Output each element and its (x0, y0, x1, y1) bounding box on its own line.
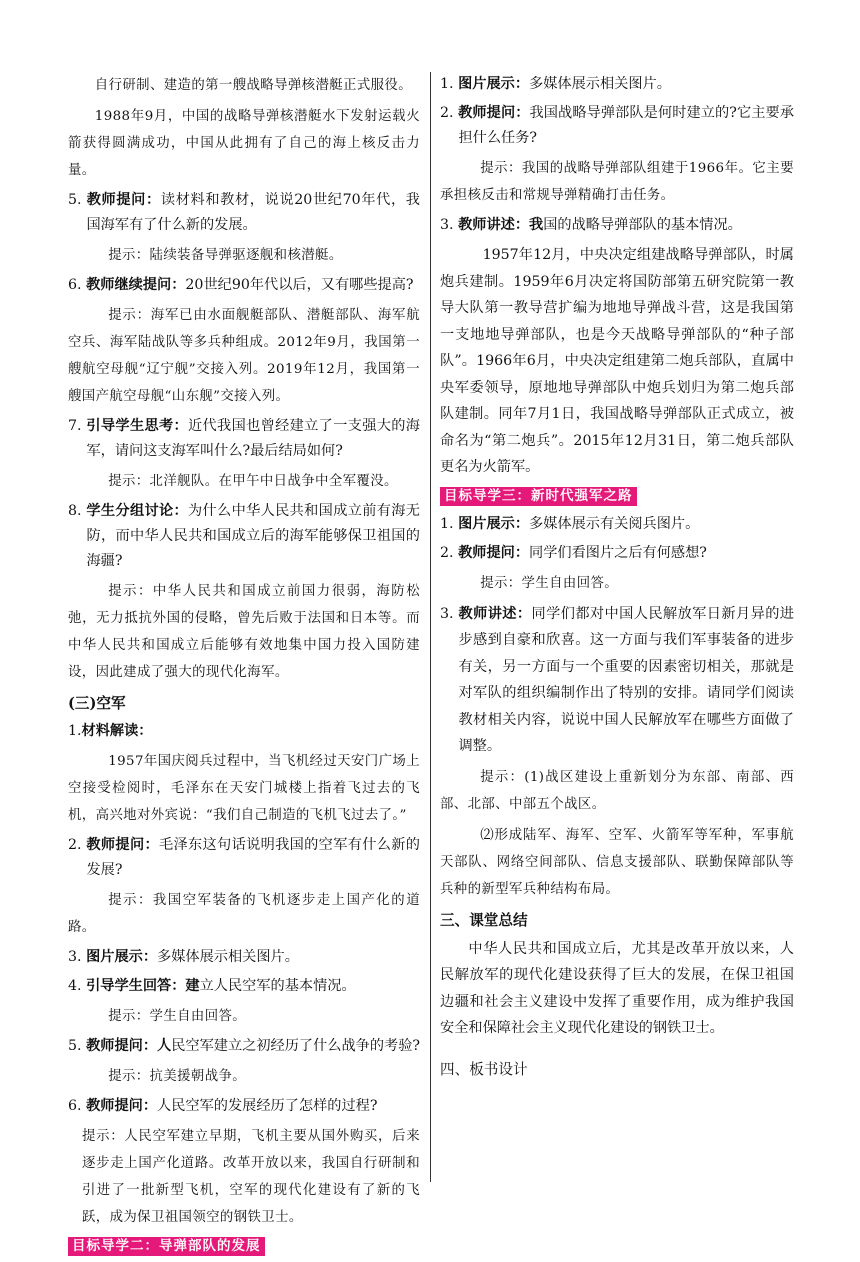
item-number: 3. (68, 949, 82, 965)
item-text: 我国战略导弹部队是何时建立的?它主要承担什么任务? (458, 105, 794, 146)
tip: 提示：学生自由回答。 (480, 575, 619, 591)
item-number: 8. (68, 503, 82, 519)
tip: 提示：抗美援朝战争。 (108, 1069, 247, 1084)
item-text: 毛泽东这句话说明我国的空军有什么新的发展? (86, 837, 420, 878)
item-number: 1. (68, 723, 82, 739)
list-item (68, 1034, 420, 1059)
item-text: 立人民空军的基本情况。 (199, 978, 356, 994)
list-item (68, 719, 420, 744)
right-column (440, 72, 794, 1084)
item-number: 2. (68, 837, 82, 853)
paragraph: 自行研制、建造的第一艘战略导弹核潜艇正式服役。 (94, 78, 412, 93)
item-text: 多媒体展示相关图片。 (157, 949, 299, 965)
item-label: 引导学生思考： (86, 418, 189, 434)
tip: 提示：(1)战区建设上重新划分为东部、南部、西部、北部、中部五个战区。 (440, 769, 794, 812)
item-text: 多媒体展示相关图片。 (529, 76, 671, 92)
item-number: 2. (440, 105, 454, 121)
list-item (68, 188, 420, 238)
list-item (68, 1094, 420, 1119)
item-label: 教师提问： (458, 544, 530, 561)
item-number: 3. (440, 605, 454, 622)
item-label: 教师继续提问： (86, 277, 186, 293)
section-heading: 四、板书设计 (440, 1060, 528, 1078)
item-number: 7. (68, 418, 82, 434)
tip: 提示：学生自由回答。 (108, 1009, 247, 1024)
item-label: 教师提问：人 (86, 1038, 172, 1054)
item-label: 教师提问： (86, 837, 159, 853)
item-number: 6. (68, 277, 82, 293)
list-item (68, 499, 420, 574)
left-column (68, 72, 420, 1262)
list-item (68, 273, 420, 298)
tip: 提示：北洋舰队。在甲午中日战争中全军覆没。 (108, 474, 398, 489)
list-item (68, 833, 420, 883)
item-text: 国的战略导弹部队的基本情况。 (543, 217, 742, 233)
item-number: 2. (440, 544, 454, 561)
item-number: 6. (68, 1098, 82, 1114)
tip: 提示：人民空军建立早期，飞机主要从国外购买，后来逐步走上国产化道路。改革开放以来，我国自行研制和引进了一批新型飞机，空军的现代化建设有了新的飞跃，成为保卫祖国领空的钢铁卫士。 (82, 1129, 420, 1225)
item-label: 图片展示： (458, 515, 530, 532)
list-item (68, 974, 420, 999)
list-item (440, 101, 794, 151)
item-label: 教师讲述： (458, 605, 532, 622)
item-label: 引导学生回答：建 (86, 978, 200, 994)
material-quote: 1957年国庆阅兵过程中，当飞机经过天安门广场上空接受检阅时，毛泽东在天安门城楼上指着飞过去的飞机，高兴地对外宾说：“我们自己制造的飞机飞过去了。” (68, 754, 420, 823)
item-text: 20世纪90年代以后，又有哪些提高? (185, 277, 414, 293)
list-item (440, 72, 794, 97)
tip: 提示：陆续装备导弹驱逐舰和核潜艇。 (108, 248, 343, 263)
item-number: 4. (68, 978, 82, 994)
item-label: 学生分组讨论： (86, 503, 189, 519)
section-banner: 目标导学三：新时代强军之路 (440, 487, 637, 506)
item-text: 多媒体展示有关阅兵图片。 (529, 515, 700, 532)
list-item (440, 512, 794, 537)
paragraph: 1957年12月，中央决定组建战略导弹部队，时属炮兵建制。1959年6月决定将国防部第五研究院第一教导大队第一教导营扩编为地地导弹战斗营，这是我国第一支地地导弹部队，也是今天战略导弹部队的“种子部队”。1966年6月，中央决定组建第二炮兵部队，直属中央军委领导，原地地导弹部队中炮兵划归为第二炮兵部队建制。同年7月1日，我国战略导弹部队正式成立，被命名为“第二炮兵”。2015年12月31日，第二炮兵部队更名为火箭军。 (440, 247, 794, 475)
list-item (440, 541, 794, 566)
column-divider (430, 72, 431, 1182)
item-number: 5. (68, 192, 82, 208)
item-text: 同学们都对中国人民解放军日新月异的进步感到自豪和欣喜。这一方面与我们军事装备的进步有关，另一方面与一个重要的因素密切相关，那就是对军队的组织编制作出了特别的安排。请同学们阅读教材相关内容，说说中国人民解放军在哪些方面做了调整。 (458, 605, 794, 754)
item-label: 材料解读： (81, 723, 153, 739)
tip: ⑵形成陆军、海军、空军、火箭军等军种，军事航天部队、网络空间部队、信息支援部队、联勤保障部队等兵种的新型军兵种结构布局。 (440, 827, 794, 897)
tip: 提示：海军已由水面舰艇部队、潜艇部队、海军航空兵、海军陆战队等多兵种组成。2012年9月，我国第一艘航空母舰“辽宁舰”交接入列。2019年12月，我国第一艘国产航空母舰“山东舰”交接入列。 (68, 308, 420, 404)
item-label: 教师提问： (86, 192, 161, 208)
item-label: 教师讲述：我 (458, 217, 544, 233)
section-heading: 三、课堂总结 (440, 911, 528, 929)
item-text: 读材料和教材，说说20世纪70年代，我国海军有了什么新的发展。 (86, 192, 420, 233)
paragraph: 中华人民共和国成立后，尤其是改革开放以来，人民解放军的现代化建设获得了巨大的发展，在保卫祖国边疆和社会主义建设中发挥了重要作用，成为维护我国安全和保障社会主义现代化建设的钢铁卫士。 (440, 940, 794, 1036)
tip: 提示：中华人民共和国成立前国力很弱，海防松弛，无力抵抗外国的侵略，曾先后败于法国和日本等。而中华人民共和国成立后能够有效地集中国力投入国防建设，因此建成了强大的现代化海军。 (68, 584, 420, 680)
item-label: 图片展示： (86, 949, 158, 965)
item-label: 图片展示： (458, 76, 530, 92)
item-number: 5. (68, 1038, 82, 1054)
item-text: 为什么中华人民共和国成立前有海无防，而中华人民共和国成立后的海军能够保卫祖国的海疆? (86, 503, 420, 569)
item-number: 1. (440, 76, 454, 92)
item-text: 近代我国也曾经建立了一支强大的海军，请问这支海军叫什么?最后结局如何? (86, 418, 420, 459)
section-heading: (三)空军 (68, 695, 126, 712)
list-item (440, 601, 794, 760)
item-text: 同学们看图片之后有何感想? (529, 544, 707, 561)
paragraph: 1988年9月，中国的战略导弹核潜艇水下发射运载火箭获得圆满成功，中国从此拥有了自己的海上核反击力量。 (68, 109, 420, 178)
item-text: 民空军建立之初经历了什么战争的考验? (171, 1038, 420, 1054)
list-item (68, 414, 420, 464)
list-item (440, 213, 794, 238)
item-text: 人民空军的发展经历了怎样的过程? (157, 1098, 378, 1114)
section-banner: 目标导学二：导弹部队的发展 (68, 1237, 265, 1256)
list-item (68, 945, 420, 970)
tip: 提示：我国空军装备的飞机逐步走上国产化的道路。 (68, 893, 420, 935)
tip: 提示：我国的战略导弹部队组建于1966年。它主要承担核反击和常规导弹精确打击任务。 (440, 161, 794, 203)
item-number: 3. (440, 217, 454, 233)
item-number: 1. (440, 515, 454, 532)
item-label: 教师提问： (86, 1098, 158, 1114)
item-label: 教师提问： (458, 105, 530, 121)
